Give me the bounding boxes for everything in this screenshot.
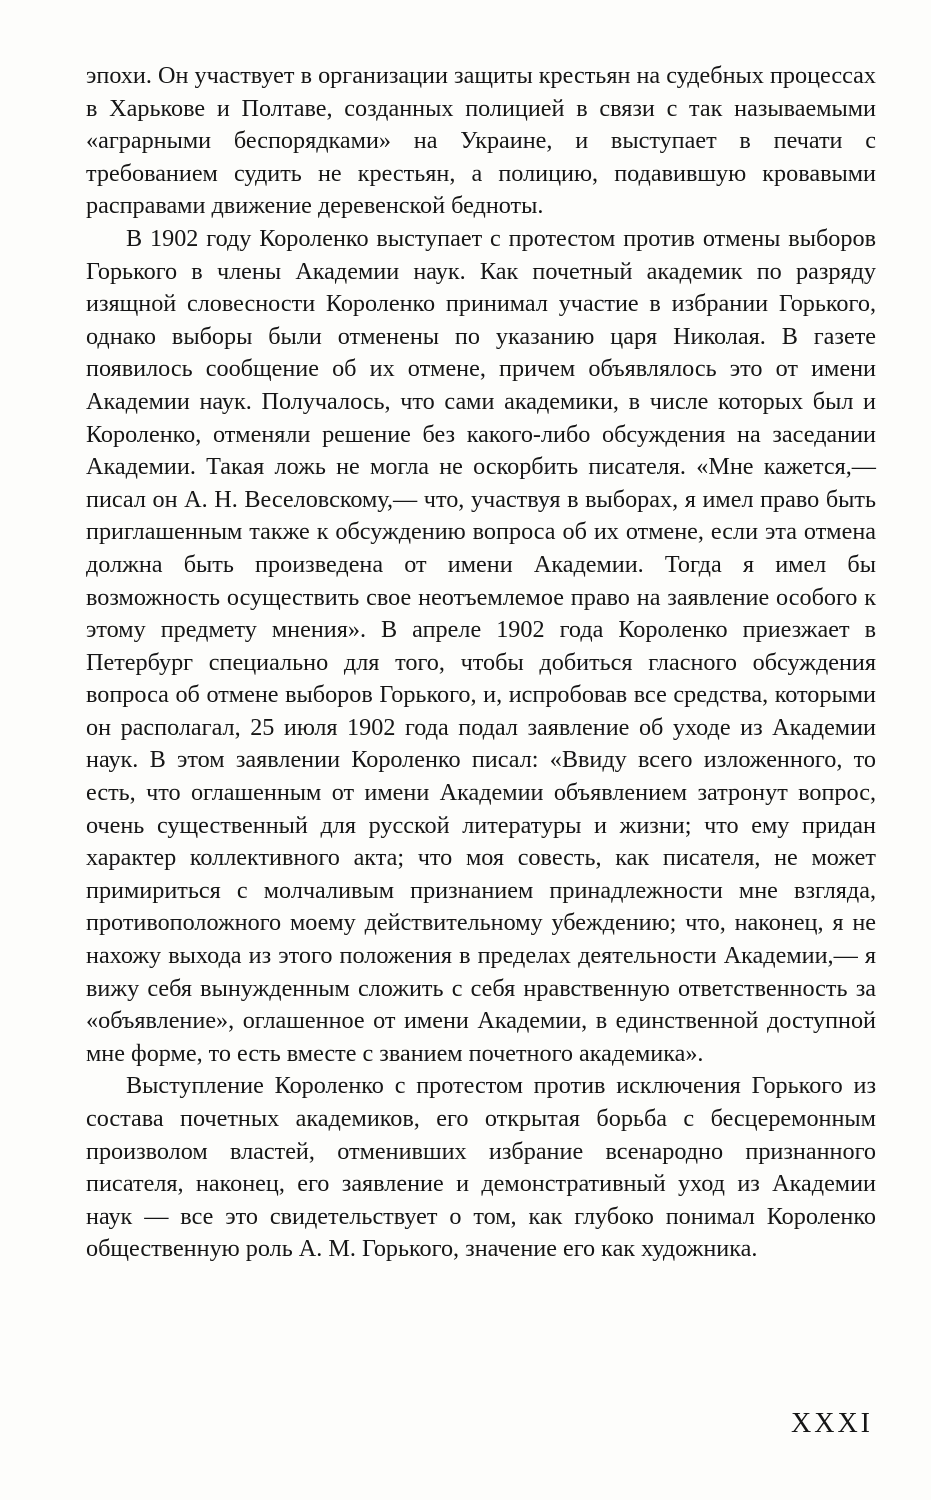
paragraph-1902-protest: В 1902 году Короленко выступает с протестом против отмены выборов Горького в члены Академии наук. Как почетный академик по разряду изящной словесности Короленко принимал участие в избрании Горького, однако выборы были отменены по указанию царя Николая. В газете появилось сообщение об их отмене, причем объявлялось это от имени Академии наук. Получалось, что сами академики, в числе которых был и Короленко, отменяли решение без какого-либо обсуждения на заседании Академии. Такая ложь не могла не оскорбить писателя. «Мне кажется,— писал он А. Н. Веселовскому,— что, участвуя в выборах, я имел право быть приглашенным также к обсуждению вопроса об их отмене, если эта отмена должна быть произведена от имени Академии. Тогда я имел бы возможность осуществить свое неотъемлемое право на заявление особого к этому предмету мнения». В апреле 1902 года Короленко приезжает в Петербург специально для того, чтобы добиться гласного обсуждения вопроса об отмене выборов Горького, и, испробовав все средства, которыми он располагал, 25 июля 1902 года подал заявление об уходе из Академии наук. В этом заявлении Короленко писал: «Ввиду всего изложенного, то есть, что оглашенным от имени Академии объявлением затронут вопрос, очень существенный для русской литературы и жизни; что ему придан характер коллективного акта; что моя совесть, как писателя, не может примириться с молчаливым признанием принадлежности мне взгляда, противоположного моему действительному убеждению; что, наконец, я не нахожу выхода из этого положения в пределах деятельности Академии,— я вижу себя вынужденным сложить с себя нравственную ответственность за «объявление», оглашенное от имени Академии, в единственной доступной мне форме, то есть вместе с званием почетного академика». [86,224,876,1067]
paragraph-conclusion: Выступление Короленко с протестом против исключения Горького из состава почетных академиков, его открытая борьба с бесцеремонным произволом властей, отменивших избрание всенародно признанного писателя, наконец, его заявление и демонстративный уход из Академии наук — все это свидетельствует о том, как глубоко понимал Короленко общественную роль А. М. Горького, значение его как художника. [86,1072,876,1263]
page-number: XXXI [791,1408,873,1439]
body-text [86,60,876,1266]
paragraph-continuation: эпохи. Он участвует в организации защиты крестьян на судебных процессах в Харькове и Полтаве, созданных полицией в связи с так называемыми «аграрными беспорядками» на Украине, и выступает в печати с требованием судить не крестьян, а полицию, подавившую кровавыми расправами движение деревенской бедноты. [86,62,876,220]
